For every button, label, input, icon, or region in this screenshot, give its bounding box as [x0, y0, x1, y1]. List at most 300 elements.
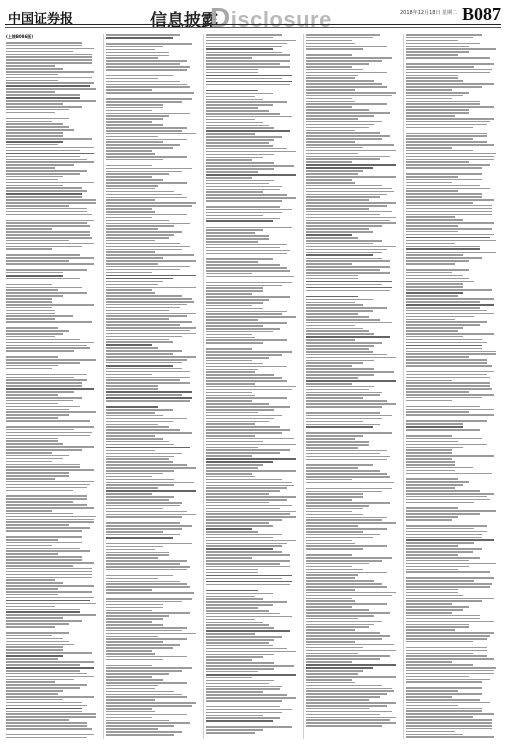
- text-line: [6, 702, 82, 704]
- text-line: [306, 43, 355, 45]
- text-line: [306, 336, 390, 338]
- text-line: [106, 456, 174, 458]
- disclosure-columns: [6, 34, 501, 744]
- text-line: [406, 545, 458, 547]
- text-line: [206, 624, 269, 626]
- text-line: [206, 616, 292, 618]
- text-line: [206, 389, 292, 391]
- text-line: [406, 321, 487, 323]
- text-line: [206, 490, 280, 492]
- text-line: [206, 276, 294, 278]
- text-line: [6, 498, 87, 500]
- text-line: [106, 165, 152, 167]
- text-line: [106, 714, 187, 716]
- text-line: [306, 473, 387, 475]
- text-line: [406, 687, 482, 689]
- text-line: [106, 379, 180, 381]
- text-line: [406, 292, 463, 294]
- text-line: [406, 69, 492, 71]
- text-line: [306, 424, 380, 426]
- text-line: [406, 624, 469, 626]
- text-line: [206, 99, 263, 101]
- text-line: [306, 319, 380, 321]
- text-line: [306, 228, 369, 230]
- text-line: [6, 330, 69, 332]
- text-line: [406, 621, 494, 623]
- text-line: [406, 539, 494, 541]
- text-line: [406, 635, 490, 637]
- text-line: [306, 476, 390, 478]
- text-line: [306, 234, 352, 236]
- text-line: [406, 690, 458, 692]
- text-line: [206, 116, 292, 118]
- text-line: [206, 668, 274, 670]
- text-line: [306, 380, 396, 382]
- text-line: [106, 57, 158, 59]
- text-line: [6, 455, 69, 457]
- text-line: [306, 670, 363, 672]
- text-line: [206, 162, 274, 164]
- text-line: [406, 269, 469, 271]
- text-line: [306, 719, 390, 721]
- text-line: [6, 167, 55, 169]
- text-line: [306, 342, 382, 344]
- text-line: [406, 37, 473, 39]
- text-line: [6, 121, 52, 123]
- text-line: [106, 43, 192, 45]
- text-line: [306, 705, 387, 707]
- text-line: [6, 106, 82, 108]
- text-line: [406, 185, 480, 187]
- text-line: [306, 447, 358, 449]
- text-line: [406, 121, 490, 123]
- text-line: [106, 136, 158, 138]
- text-line: [406, 382, 490, 384]
- text-line: [106, 49, 155, 51]
- text-line: [206, 537, 273, 539]
- text-line: [106, 124, 163, 126]
- text-line: [206, 516, 296, 518]
- text-line: [106, 199, 155, 201]
- text-line: [6, 728, 92, 730]
- text-line: [6, 342, 94, 344]
- text-line: [306, 606, 352, 608]
- text-line: [406, 554, 458, 556]
- text-line: [206, 686, 282, 688]
- text-line: [6, 211, 87, 213]
- text-line: [406, 310, 487, 312]
- text-line: [406, 589, 458, 591]
- text-line: [306, 368, 374, 370]
- text-line: [206, 177, 252, 179]
- text-line: [206, 267, 287, 269]
- text-line: [106, 234, 174, 236]
- text-line: [406, 429, 480, 431]
- text-line: [306, 635, 390, 637]
- text-line: [206, 665, 294, 667]
- text-line: [406, 473, 492, 475]
- text-line: [406, 696, 452, 698]
- text-line: [406, 487, 455, 489]
- text-line: [206, 726, 292, 728]
- text-line: [406, 222, 494, 224]
- text-line: [206, 296, 290, 298]
- text-line: [306, 199, 369, 201]
- text-line: [406, 254, 463, 256]
- text-line: [206, 395, 255, 397]
- text-line: [206, 493, 269, 495]
- text-line: [306, 132, 380, 134]
- text-line: [406, 647, 487, 649]
- text-line: [6, 461, 52, 463]
- text-line: [306, 456, 390, 458]
- text-line: [6, 339, 80, 341]
- text-line: [206, 96, 255, 98]
- text-line: [106, 493, 152, 495]
- text-line: [106, 141, 163, 143]
- text-line: [406, 66, 474, 68]
- text-line: [6, 176, 63, 178]
- text-line: [306, 661, 352, 663]
- text-line: [306, 214, 380, 216]
- text-line: [106, 537, 173, 539]
- text-line: [206, 133, 255, 135]
- text-line: [6, 336, 55, 338]
- text-line: [406, 138, 473, 140]
- text-line: [406, 103, 480, 105]
- text-line: [106, 636, 158, 638]
- text-line: [306, 632, 380, 634]
- text-line: [6, 45, 82, 47]
- text-line: [406, 606, 469, 608]
- text-line: [406, 531, 487, 533]
- text-line: [306, 531, 363, 533]
- text-line: [106, 52, 169, 54]
- text-line: [106, 92, 194, 94]
- text-line: [406, 406, 480, 408]
- text-line: [406, 650, 487, 652]
- text-line: [406, 534, 482, 536]
- text-line: [306, 80, 374, 82]
- text-line: [306, 92, 396, 94]
- text-line: [206, 125, 269, 127]
- text-line: [206, 519, 282, 521]
- text-block: [106, 34, 201, 736]
- text-line: [306, 222, 396, 224]
- text-line: [206, 400, 252, 402]
- text-line: [106, 549, 155, 551]
- text-line: [6, 670, 80, 672]
- text-line: [6, 600, 90, 602]
- text-line: [206, 40, 296, 42]
- text-line: [306, 626, 369, 628]
- text-line: [6, 579, 55, 581]
- text-line: [306, 98, 352, 100]
- text-line: [6, 693, 58, 695]
- text-line: [406, 339, 482, 341]
- text-line: [6, 307, 52, 309]
- text-line: [206, 264, 280, 266]
- text-line: [206, 84, 290, 86]
- text-line: [406, 307, 480, 309]
- text-line: [6, 519, 94, 521]
- text-line: [306, 60, 382, 62]
- text-line: [106, 604, 163, 606]
- text-line: [406, 426, 463, 428]
- text-line: [206, 305, 252, 307]
- issue-date: 2018年12月18日 星期二: [400, 10, 458, 16]
- text-line: [306, 664, 396, 666]
- text-line: [406, 693, 482, 695]
- text-line: [106, 633, 196, 635]
- text-line: [306, 714, 380, 716]
- text-line: [406, 702, 490, 704]
- text-line: [206, 636, 282, 638]
- text-line: [6, 490, 73, 492]
- text-line: [406, 362, 487, 364]
- text-line: [306, 254, 373, 256]
- text-line: [6, 646, 63, 648]
- text-line: [306, 374, 374, 376]
- text-line: [306, 577, 355, 579]
- text-line: [306, 595, 392, 597]
- text-line: [6, 153, 94, 155]
- text-line: [406, 673, 494, 675]
- text-line: [106, 618, 163, 620]
- text-line: [206, 426, 280, 428]
- text-line: [106, 377, 190, 379]
- text-line: [206, 316, 296, 318]
- text-line: [206, 107, 258, 109]
- text-line: [406, 281, 474, 283]
- text-line: [206, 253, 287, 255]
- text-line: [206, 531, 258, 533]
- text-line: [6, 609, 80, 611]
- text-line: [306, 176, 396, 178]
- text-line: [206, 337, 255, 339]
- text-line: [206, 622, 263, 624]
- text-line: [306, 121, 382, 123]
- text-line: [406, 391, 469, 393]
- text-line: [406, 502, 474, 504]
- text-line: [6, 458, 63, 460]
- text-line: [106, 84, 187, 86]
- text-line: [206, 630, 290, 632]
- text-line: [106, 118, 163, 120]
- text-line: [6, 734, 94, 736]
- text-line: [406, 72, 490, 74]
- text-line: [406, 461, 455, 463]
- text-line: [106, 34, 180, 36]
- text-line: [106, 470, 174, 472]
- text-line: [306, 519, 382, 521]
- text-line: [6, 193, 82, 195]
- text-line: [106, 191, 174, 193]
- text-line: [206, 656, 263, 658]
- text-line: [206, 412, 258, 414]
- text-line: [406, 228, 492, 230]
- text-line: [106, 394, 182, 396]
- text-line: [106, 688, 155, 690]
- text-line: [406, 423, 463, 425]
- text-line: [406, 356, 469, 358]
- text-line: [406, 345, 482, 347]
- text-line: [406, 467, 473, 469]
- text-line: [406, 351, 496, 353]
- text-line: [6, 591, 92, 593]
- text-line: [6, 112, 55, 114]
- text-line: [306, 493, 363, 495]
- text-line: [306, 57, 392, 59]
- text-line: [206, 479, 282, 481]
- text-line: [206, 441, 263, 443]
- text-line: [6, 658, 58, 660]
- text-line: [406, 112, 469, 114]
- text-line: [306, 109, 369, 111]
- text-line: [6, 585, 94, 587]
- text-line: [6, 80, 58, 82]
- masthead-thin-rule: [5, 27, 501, 28]
- text-line: [406, 342, 487, 344]
- text-line: [106, 514, 196, 516]
- text-line: [6, 400, 73, 402]
- text-line: [206, 48, 273, 50]
- text-line: [306, 655, 390, 657]
- text-line: [406, 248, 480, 250]
- text-line: [306, 682, 355, 684]
- text-line: [406, 563, 496, 565]
- text-line: [6, 435, 90, 437]
- text-line: [6, 284, 52, 286]
- text-line: [106, 254, 194, 256]
- text-line: [406, 327, 463, 329]
- text-line: [106, 243, 180, 245]
- text-line: [106, 691, 174, 693]
- text-line: [206, 227, 292, 229]
- text-line: [406, 537, 482, 539]
- text-line: [306, 545, 387, 547]
- text-line: [406, 316, 474, 318]
- text-line: [106, 665, 152, 667]
- text-line: [306, 392, 382, 394]
- text-line: [106, 607, 163, 609]
- text-line: [106, 78, 158, 80]
- text-line: [6, 199, 96, 201]
- text-line: [106, 447, 190, 449]
- text-line: [6, 417, 58, 419]
- text-line: [306, 272, 390, 274]
- text-line: [306, 377, 358, 379]
- text-line: [406, 731, 455, 733]
- text-line: [306, 173, 358, 175]
- text-line: [406, 722, 492, 724]
- text-line: [306, 66, 352, 68]
- newspaper-logo: 中国证券报: [8, 12, 74, 27]
- text-line: [306, 586, 387, 588]
- text-line: [306, 302, 355, 304]
- text-line: [406, 716, 473, 718]
- text-line: [206, 200, 282, 202]
- text-line: [106, 421, 173, 423]
- text-line: [106, 240, 155, 242]
- text-line: [6, 347, 90, 349]
- text-line: [106, 127, 187, 129]
- text-line: [406, 510, 496, 512]
- text-line: [6, 220, 94, 222]
- text-line: [406, 580, 474, 582]
- text-line: [406, 319, 455, 321]
- text-line: [6, 208, 87, 210]
- text-line: [406, 525, 487, 527]
- text-line: [106, 266, 190, 268]
- text-line: [106, 728, 158, 730]
- text-line: [106, 324, 180, 326]
- text-line: [206, 397, 287, 399]
- text-line: [6, 481, 94, 483]
- text-line: [406, 679, 490, 681]
- text-line: [6, 562, 94, 564]
- text-line: [6, 56, 92, 58]
- text-line: [406, 615, 480, 617]
- text-line: [406, 150, 473, 152]
- text-line: [106, 144, 180, 146]
- text-line: [106, 385, 158, 387]
- text-line: [406, 470, 455, 472]
- text-line: [106, 598, 192, 600]
- text-line: [306, 679, 352, 681]
- text-line: [6, 687, 80, 689]
- text-line: [306, 275, 358, 277]
- text-line: [206, 499, 287, 501]
- text-line: [206, 648, 287, 650]
- text-line: [306, 69, 363, 71]
- text-line: [306, 217, 396, 219]
- text-line: [206, 69, 258, 71]
- text-line: [106, 139, 187, 141]
- text-line: [106, 46, 163, 48]
- text-line: [6, 295, 63, 297]
- text-line: [406, 237, 490, 239]
- text-line: [406, 736, 494, 738]
- text-line: [406, 225, 458, 227]
- text-line: [206, 282, 292, 284]
- column-3: [206, 34, 301, 739]
- text-line: [206, 485, 294, 487]
- text-line: [6, 527, 90, 529]
- text-line: [306, 505, 369, 507]
- text-line: [106, 490, 196, 492]
- text-line: [306, 101, 355, 103]
- text-line: [406, 161, 469, 163]
- text-line: [106, 546, 163, 548]
- text-line: [6, 82, 94, 84]
- text-line: [106, 685, 158, 687]
- text-line: [306, 37, 373, 39]
- text-line: [6, 269, 87, 271]
- text-line: [6, 550, 90, 552]
- text-line: [106, 220, 169, 222]
- text-line: [306, 144, 394, 146]
- text-line: [306, 191, 394, 193]
- text-line: [206, 449, 290, 451]
- text-line: [306, 502, 390, 504]
- text-line: [6, 617, 63, 619]
- text-line: [206, 57, 252, 59]
- text-line: [306, 281, 392, 283]
- text-line: [206, 322, 287, 324]
- text-line: [106, 104, 163, 106]
- text-line: [206, 78, 282, 80]
